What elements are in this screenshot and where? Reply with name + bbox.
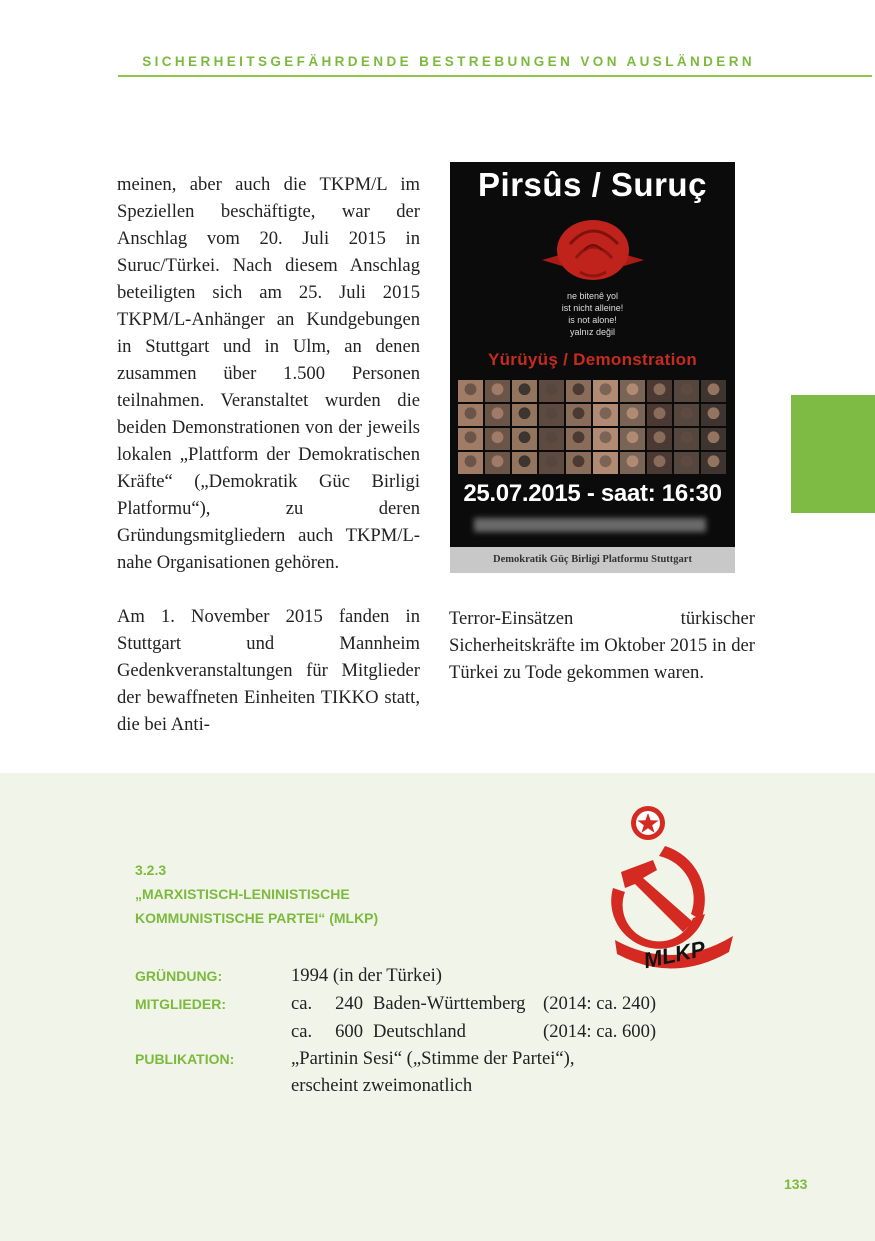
body-paragraph: Terror-Einsätzen türkischer Sicherheitskräfte im Oktober 2015 in der Türkei zu Tode gekommen waren. bbox=[449, 608, 755, 683]
portrait-tile bbox=[701, 380, 726, 402]
label-founding: GRÜNDUNG: bbox=[135, 968, 223, 984]
victim-portrait-grid bbox=[458, 380, 726, 474]
poster-organizer: Demokratik Güç Birligi Platformu Stuttgart bbox=[450, 547, 735, 573]
portrait-tile bbox=[566, 404, 591, 426]
portrait-tile bbox=[593, 428, 618, 450]
members-count: 600 bbox=[335, 1021, 363, 1042]
portrait-tile bbox=[647, 380, 672, 402]
portrait-tile bbox=[593, 404, 618, 426]
portrait-tile bbox=[701, 404, 726, 426]
portrait-tile bbox=[620, 404, 645, 426]
portrait-tile bbox=[539, 428, 564, 450]
portrait-tile bbox=[458, 428, 483, 450]
members-ca: ca. bbox=[291, 993, 313, 1014]
members-count: 240 bbox=[335, 993, 363, 1014]
publication-line: „Partinin Sesi“ („Stimme der Partei“), bbox=[291, 1048, 575, 1069]
members-previous: (2014: ca. 600) bbox=[543, 1021, 657, 1042]
chapter-side-tab bbox=[791, 395, 875, 513]
portrait-tile bbox=[539, 380, 564, 402]
portrait-tile bbox=[674, 452, 699, 474]
members-ca: ca. bbox=[291, 1021, 313, 1042]
portrait-tile bbox=[539, 452, 564, 474]
portrait-tile bbox=[485, 428, 510, 450]
portrait-tile bbox=[539, 404, 564, 426]
portrait-tile bbox=[674, 428, 699, 450]
portrait-tile bbox=[647, 404, 672, 426]
value-publication bbox=[291, 1045, 695, 1099]
mlkp-logo-icon bbox=[595, 802, 745, 982]
members-previous: (2014: ca. 240) bbox=[543, 993, 657, 1014]
red-rose-icon bbox=[534, 214, 652, 286]
publication-line: erscheint zweimonatlich bbox=[291, 1075, 473, 1096]
motto-line: ist nicht alleine! bbox=[561, 303, 624, 313]
header-rule bbox=[118, 75, 872, 77]
portrait-tile bbox=[512, 404, 537, 426]
portrait-tile bbox=[512, 380, 537, 402]
portrait-tile bbox=[701, 428, 726, 450]
page-number: 133 bbox=[784, 1176, 808, 1192]
portrait-tile bbox=[647, 428, 672, 450]
section-title-line: KOMMUNISTISCHE PARTEI“ (MLKP) bbox=[135, 910, 379, 926]
label-empty bbox=[135, 1018, 291, 1045]
portrait-tile bbox=[485, 452, 510, 474]
portrait-tile bbox=[485, 404, 510, 426]
portrait-tile bbox=[512, 452, 537, 474]
running-header: SICHERHEITSGEFÄHRDENDE BESTREBUNGEN VON AUSLÄNDERN bbox=[142, 54, 755, 69]
section-number: 3.2.3 bbox=[135, 862, 167, 878]
poster-motto bbox=[450, 290, 735, 338]
portrait-tile bbox=[701, 452, 726, 474]
body-paragraph: Am 1. November 2015 fanden in Stuttgart und Mannheim Gedenkveranstaltungen für Mitglieder der bewaffneten Einheiten TIKKO statt, die bei Anti- bbox=[117, 606, 420, 735]
poster-blurred-address bbox=[474, 518, 706, 532]
portrait-tile bbox=[647, 452, 672, 474]
portrait-tile bbox=[485, 380, 510, 402]
value-founding: 1994 (in der Türkei) bbox=[291, 965, 442, 986]
portrait-tile bbox=[566, 380, 591, 402]
motto-line: is not alone! bbox=[568, 315, 617, 325]
portrait-tile bbox=[566, 428, 591, 450]
poster-date-time: 25.07.2015 - saat: 16:30 bbox=[463, 480, 722, 507]
portrait-tile bbox=[593, 452, 618, 474]
section-heading bbox=[135, 858, 378, 930]
portrait-tile bbox=[566, 452, 591, 474]
organization-facts-table bbox=[135, 962, 695, 1099]
portrait-tile bbox=[620, 452, 645, 474]
body-paragraph: meinen, aber auch die TKPM/L im Speziellen beschäftigte, war der Anschlag vom 20. Juli 2015 in Suruc/Türkei. Nach diesem Anschlag beteiligten sich am 25. Juli 2015 TKPM/L-Anhänger an Kundgebungen in Stuttgart und in Ulm, an denen zusammen über 1.500 Personen teilnahmen. Veranstaltet wurden die beiden Demonstrationen von der jeweils lokalen „Plattform der Demokratischen Kräfte“ („Demokratik Güc Birligi Platformu“), zu deren Gründungsmitgliedern auch TKPM/L-nahe Organisationen gehören. bbox=[117, 174, 420, 573]
portrait-tile bbox=[512, 428, 537, 450]
poster-title: Pirsûs / Suruç bbox=[478, 166, 707, 203]
portrait-tile bbox=[458, 452, 483, 474]
portrait-tile bbox=[620, 428, 645, 450]
fact-row-publication bbox=[135, 1045, 695, 1099]
fact-row-members bbox=[135, 990, 695, 1018]
body-text-right-column bbox=[449, 605, 755, 686]
motto-line: yalnız değil bbox=[569, 327, 616, 337]
fact-row-members bbox=[135, 1018, 695, 1045]
portrait-tile bbox=[674, 380, 699, 402]
poster-subtitle: Yürüyüş / Demonstration bbox=[487, 350, 698, 369]
body-text-left-column bbox=[117, 171, 420, 738]
logo-text: MLKP bbox=[641, 935, 708, 974]
portrait-tile bbox=[593, 380, 618, 402]
label-members: MITGLIEDER: bbox=[135, 996, 226, 1012]
motto-line: ne bitenê yol bbox=[566, 291, 619, 301]
members-region: Baden-Württemberg bbox=[373, 993, 526, 1014]
members-region: Deutschland bbox=[373, 1021, 466, 1042]
section-title-line: „MARXISTISCH-LENINISTISCHE bbox=[135, 886, 350, 902]
portrait-tile bbox=[458, 380, 483, 402]
fact-row-founding bbox=[135, 962, 695, 990]
portrait-tile bbox=[620, 380, 645, 402]
demonstration-poster-image bbox=[450, 162, 735, 573]
label-publication: PUBLIKATION: bbox=[135, 1051, 235, 1067]
portrait-tile bbox=[458, 404, 483, 426]
portrait-tile bbox=[674, 404, 699, 426]
